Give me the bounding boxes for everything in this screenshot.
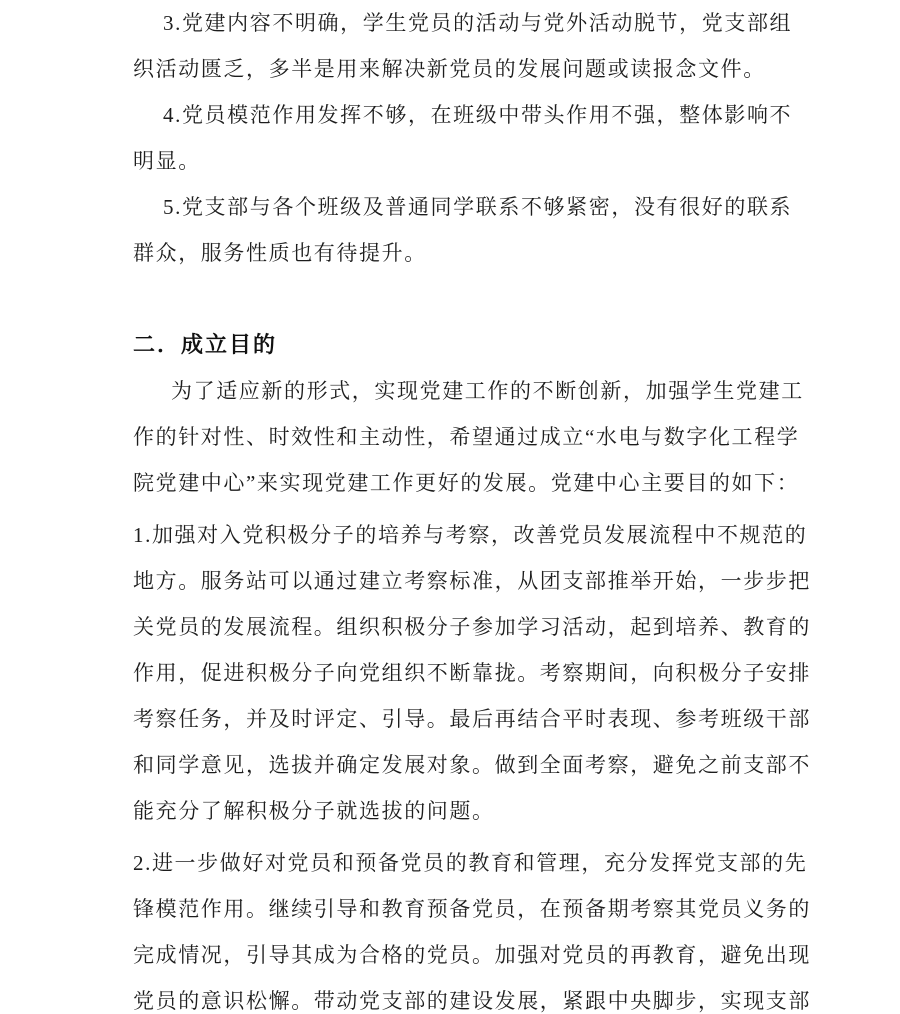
text-line: 院党建中心”来实现党建工作更好的发展。党建中心主要目的如下： [133,471,800,495]
paragraph-purpose-1 [133,512,811,834]
text-line: 地方。服务站可以通过建立考察标准，从团支部推举开始，一步步把 [133,569,811,593]
text-line: 为了适应新的形式，实现党建工作的不断创新，加强学生党建工 [171,379,804,403]
text-line: 和同学意见，选拔并确定发展对象。做到全面考察，避免之前支部不 [133,753,811,777]
text-line: 党员的意识松懈。带动党支部的建设发展，紧跟中央脚步，实现支部 [133,989,811,1013]
text-line: 明显。 [133,149,201,173]
text-line: 4.党员模范作用发挥不够，在班级中带头作用不强，整体影响不 [163,103,793,127]
text-line: 群众，服务性质也有待提升。 [133,241,427,265]
text-line: 作用，促进积极分子向党组织不断靠拢。考察期间，向积极分子安排 [133,661,811,685]
text-line: 作的针对性、时效性和主动性，希望通过成立“水电与数字化工程学 [133,425,800,449]
text-line: 锋模范作用。继续引导和教育预备党员，在预备期考察其党员义务的 [133,897,811,921]
text-line: 完成情况，引导其成为合格的党员。加强对党员的再教育，避免出现 [133,943,811,967]
paragraph-purpose-intro [133,368,804,506]
blank-line [133,276,770,322]
text-line: 5.党支部与各个班级及普通同学联系不够紧密，没有很好的联系 [163,195,793,219]
paragraph-purpose-2 [133,840,811,1014]
text-line: 能充分了解积极分子就选拔的问题。 [133,799,495,823]
text-line: 考察任务，并及时评定、引导。最后再结合平时表现、参考班级干部 [133,707,811,731]
text-line: 2.进一步做好对党员和预备党员的教育和管理，充分发挥党支部的先 [133,851,808,875]
section-heading: 二．成立目的 [133,332,278,357]
text-line: 1.加强对入党积极分子的培养与考察，改善党员发展流程中不规范的 [133,523,808,547]
text-line: 3.党建内容不明确，学生党员的活动与党外活动脱节，党支部组 [163,11,793,35]
paragraph-problem-5 [133,184,793,276]
text-line: 织活动匮乏，多半是用来解决新党员的发展问题或读报念文件。 [133,57,766,81]
paragraph-problem-4 [133,92,793,184]
paragraph-problem-3 [133,0,793,92]
text-line: 关党员的发展流程。组织积极分子参加学习活动，起到培养、教育的 [133,615,811,639]
